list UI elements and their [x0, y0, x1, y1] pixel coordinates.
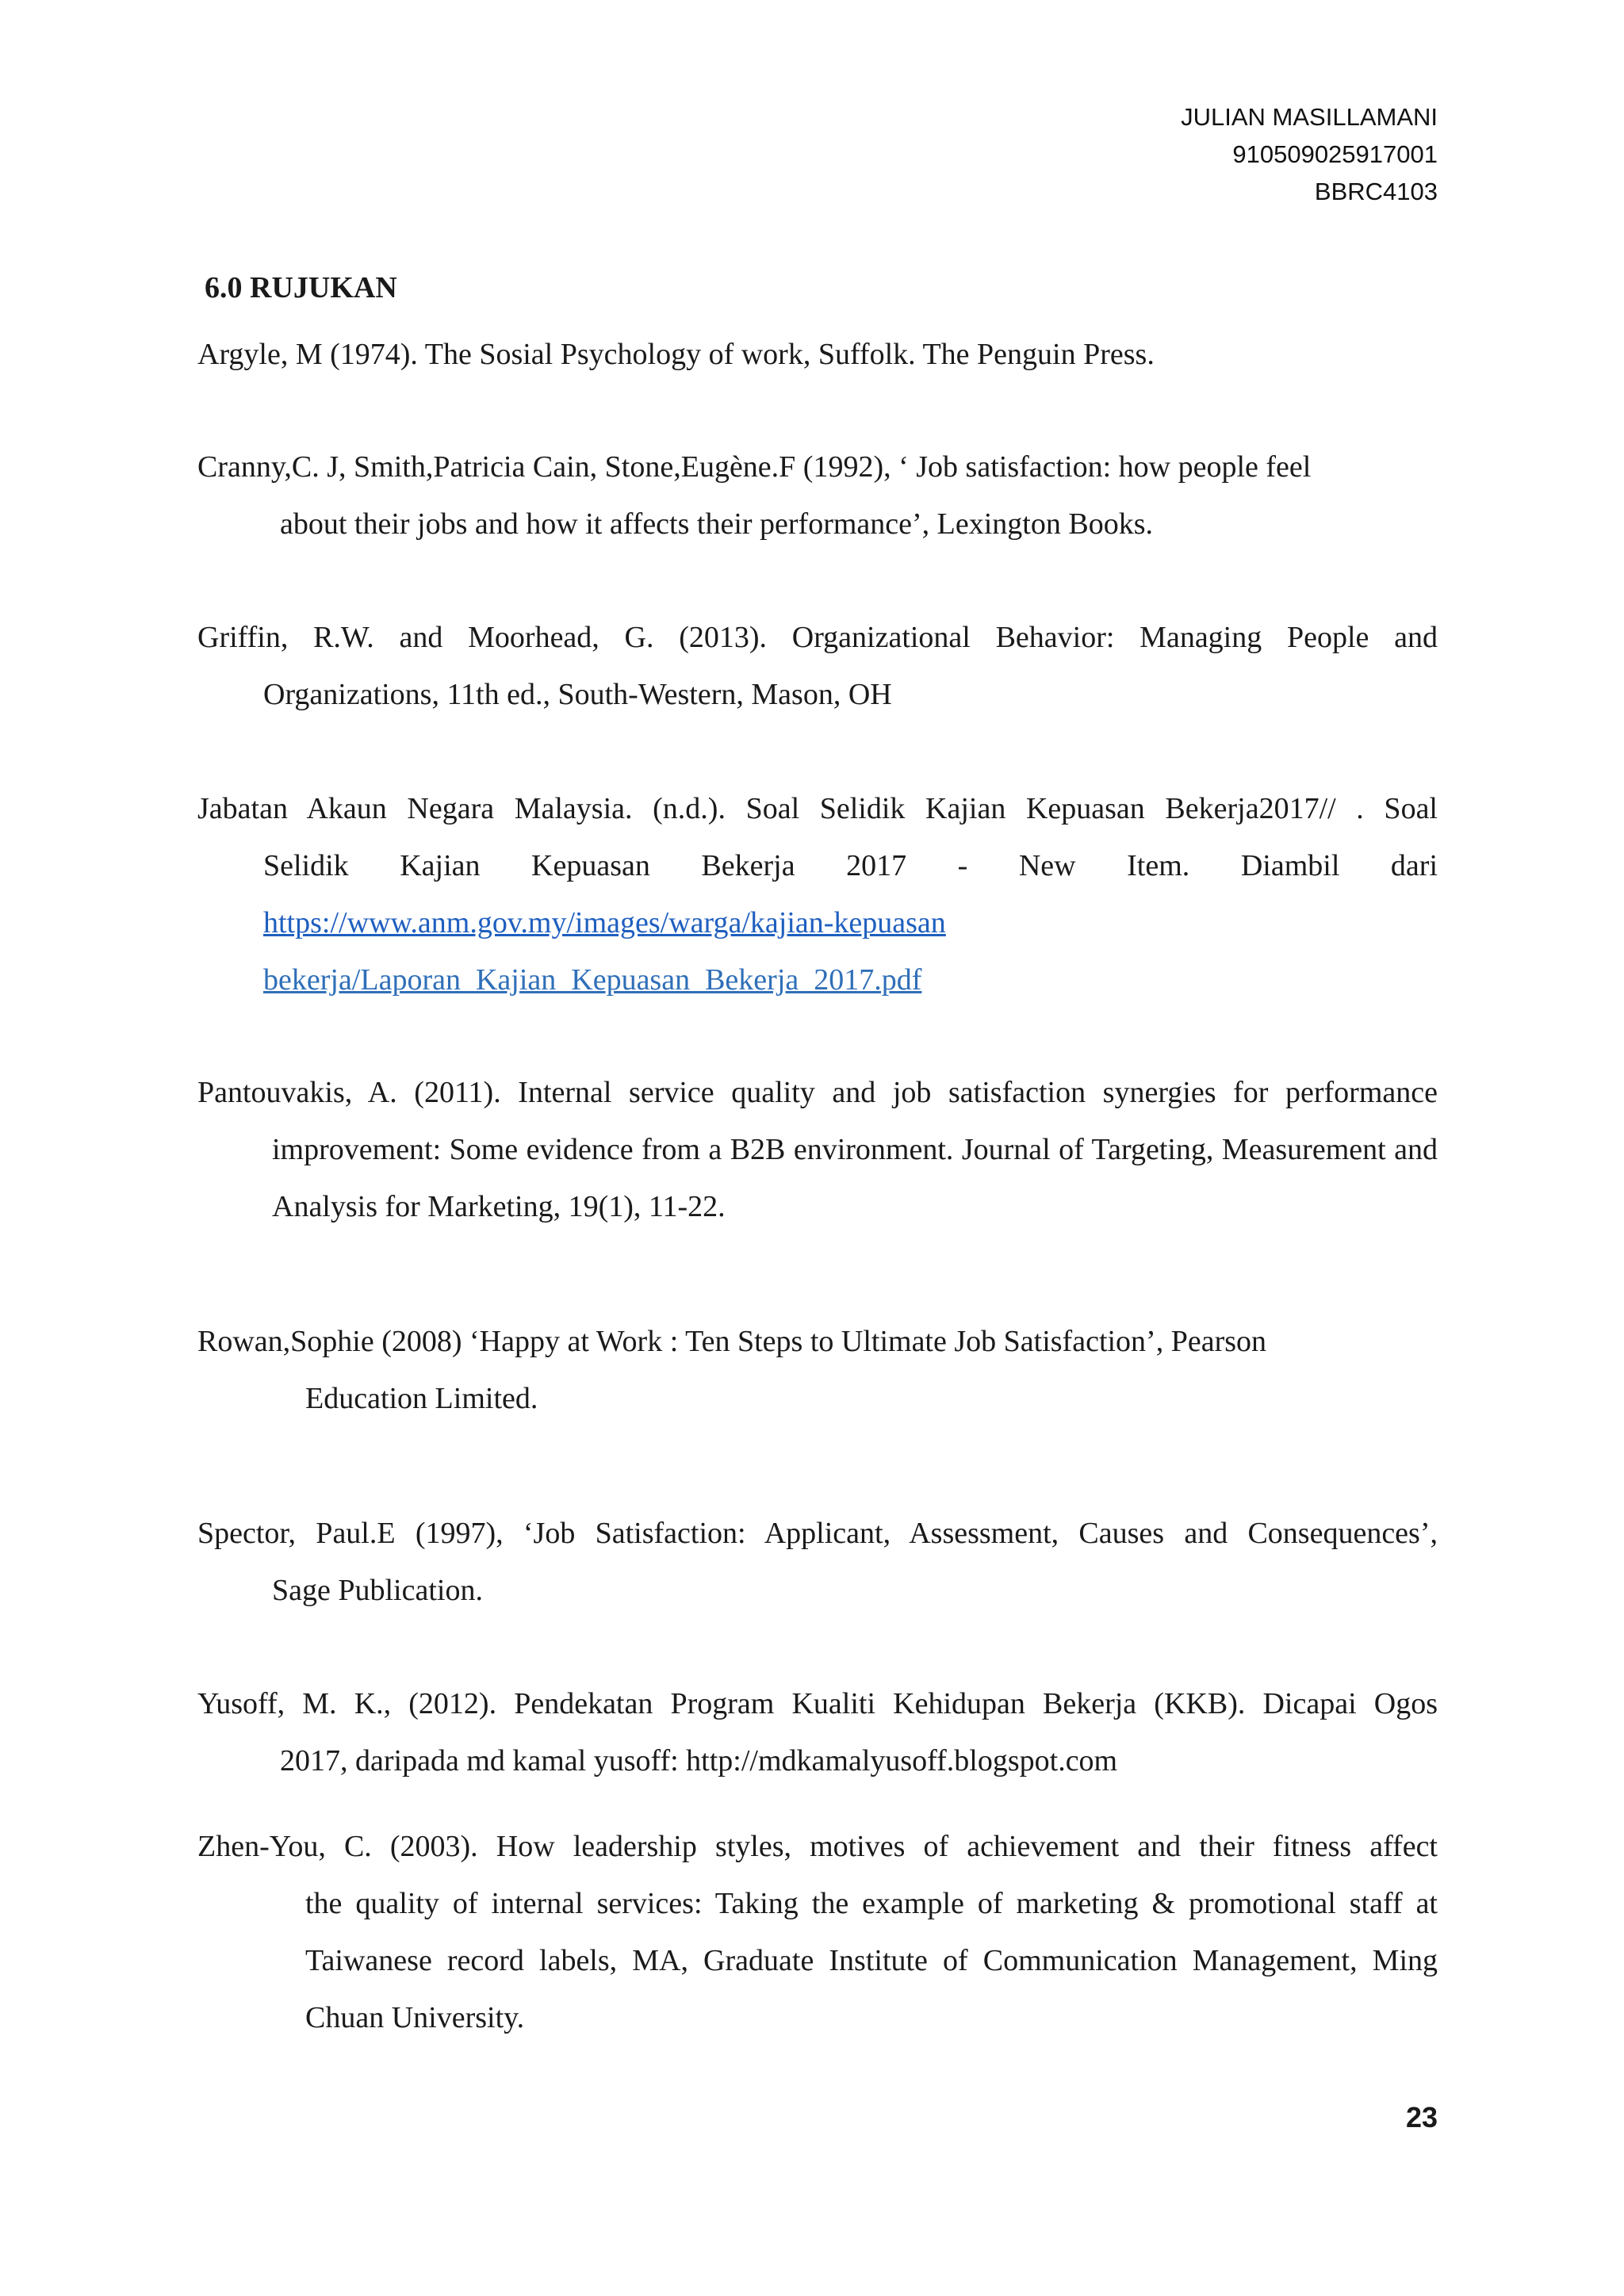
- reference-text: Spector, Paul.E (1997), ‘Job Satisfaction: Applicant, Assessment, Causes and Consequences’,: [197, 1517, 1438, 1550]
- course-code: BBRC4103: [1314, 178, 1438, 205]
- reference-text: Pantouvakis, A. (2011). Internal service quality and job satisfaction synergies for performance: [197, 1076, 1438, 1109]
- student-id: 910509025917001: [1232, 140, 1438, 168]
- reference-continuation: Organizations, 11th ed., South-Western, Mason, OH: [263, 678, 892, 711]
- reference-text: Yusoff, M. K., (2012). Pendekatan Program Kualiti Kehidupan Bekerja (KKB). Dicapai Ogos: [197, 1687, 1438, 1720]
- reference-url-line-1[interactable]: https://www.anm.gov.my/images/warga/kajian-kepuasan: [263, 906, 946, 939]
- reference-continuation: Sage Publication.: [272, 1574, 483, 1607]
- reference-rowan: [197, 1313, 1438, 1427]
- reference-text: Jabatan Akaun Negara Malaysia. (n.d.). Soal Selidik Kajian Kepuasan Bekerja2017// . Soal: [197, 792, 1438, 825]
- reference-yusoff: [197, 1675, 1438, 1789]
- reference-jabatan-akaun: [197, 780, 1438, 1008]
- reference-continuation: improvement: Some evidence from a B2B environment. Journal of Targeting, Measurement and Analysis for Marketing, 19(1), 11-22.: [272, 1133, 1438, 1223]
- reference-text: Griffin, R.W. and Moorhead, G. (2013). Organizational Behavior: Managing People and: [197, 621, 1438, 654]
- reference-url-line-2[interactable]: bekerja/Laporan_Kajian_Kepuasan_Bekerja_2017.pdf: [263, 963, 922, 997]
- reference-continuation: Selidik Kajian Kepuasan Bekerja 2017 - New Item. Diambil dari: [263, 849, 1438, 882]
- reference-cranny: [197, 438, 1438, 553]
- page-header: [1181, 98, 1438, 210]
- reference-continuation: the quality of internal services: Taking the example of marketing & promotional staff at Taiwanese record labels, MA, Graduate Institute of Communication Management, Ming Chuan University.: [305, 1887, 1438, 2034]
- author-name: JULIAN MASILLAMANI: [1181, 103, 1438, 131]
- section-title: 6.0 RUJUKAN: [205, 271, 397, 304]
- reference-continuation: about their jobs and how it affects their performance’, Lexington Books.: [280, 507, 1153, 541]
- reference-text: Rowan,Sophie (2008) ‘Happy at Work : Ten Steps to Ultimate Job Satisfaction’, Pearson: [197, 1325, 1267, 1358]
- reference-griffin: [197, 609, 1438, 723]
- reference-pantouvakis: [197, 1064, 1438, 1235]
- reference-continuation: Education Limited.: [305, 1382, 538, 1415]
- reference-text: Argyle, M (1974). The Sosial Psychology of work, Suffolk. The Penguin Press.: [197, 338, 1155, 371]
- reference-text: Cranny,C. J, Smith,Patricia Cain, Stone,Eugène.F (1992), ‘ Job satisfaction: how people feel: [197, 450, 1312, 484]
- page-number: 23: [1405, 2101, 1438, 2133]
- reference-spector: [197, 1505, 1438, 1619]
- reference-continuation: 2017, daripada md kamal yusoff: http://mdkamalyusoff.blogspot.com: [280, 1744, 1118, 1777]
- reference-argyle: [197, 326, 1438, 383]
- reference-zhen-you: [197, 1818, 1438, 2046]
- reference-text: Zhen-You, C. (2003). How leadership styles, motives of achievement and their fitness affect: [197, 1830, 1438, 1863]
